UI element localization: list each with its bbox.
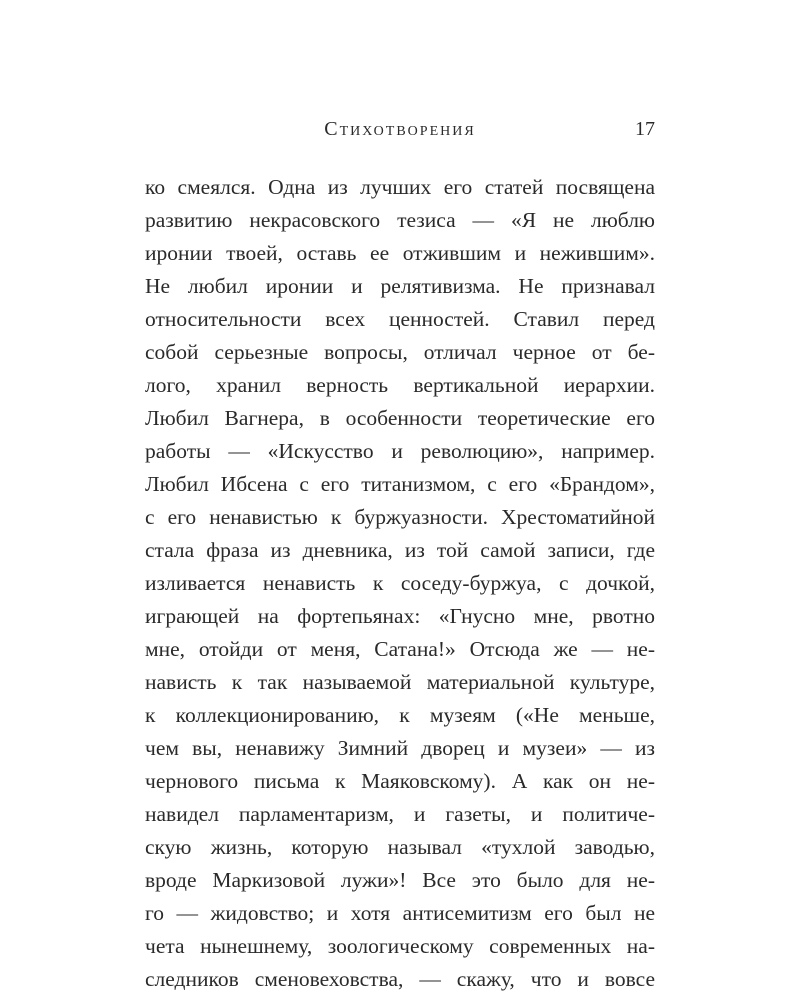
text-line: нависть к так называемой материальной культуре, [145, 670, 655, 694]
running-head [145, 118, 655, 144]
text-line: го — жидовство; и хотя антисемитизм его был не [145, 901, 655, 925]
text-line: ко смеялся. Одна из лучших его статей посвящена [145, 175, 655, 199]
text-line: к коллекционированию, к музеям («Не меньше, [145, 703, 655, 727]
text-line: чем вы, ненавижу Зимний дворец и музеи» — из [145, 736, 655, 760]
text-line: чета нынешнему, зоологическому современных на- [145, 934, 655, 958]
text-line: относительности всех ценностей. Ставил перед [145, 307, 655, 331]
text-line: Не любил иронии и релятивизма. Не признавал [145, 274, 655, 298]
text-line: собой серьезные вопросы, отличал черное от бе- [145, 340, 655, 364]
text-line: иронии твоей, оставь ее отжившим и нежившим». [145, 241, 655, 265]
text-line: вроде Маркизовой лужи»! Все это было для не- [145, 868, 655, 892]
running-title: Стихотворения [324, 118, 476, 140]
text-line: Любил Вагнера, в особенности теоретические его [145, 406, 655, 430]
text-line: играющей на фортепьянах: «Гнусно мне, рвотно [145, 604, 655, 628]
text-line: чернового письма к Маяковскому). А как он не- [145, 769, 655, 793]
text-line: навидел парламентаризм, и газеты, и политиче- [145, 802, 655, 826]
text-line: скую жизнь, которую называл «тухлой заводью, [145, 835, 655, 859]
body-text [145, 171, 655, 996]
text-line: Любил Ибсена с его титанизмом, с его «Брандом», [145, 472, 655, 496]
text-line: развитию некрасовского тезиса — «Я не люблю [145, 208, 655, 232]
page-number: 17 [635, 118, 655, 140]
text-line: с его ненавистью к буржуазности. Хрестоматийной [145, 505, 655, 529]
text-line: изливается ненависть к соседу-буржуа, с дочкой, [145, 571, 655, 595]
text-line: мне, отойди от меня, Сатана!» Отсюда же — не- [145, 637, 655, 661]
text-line: стала фраза из дневника, из той самой записи, где [145, 538, 655, 562]
text-line: лого, хранил верность вертикальной иерархии. [145, 373, 655, 397]
text-line: работы — «Искусство и революцию», например. [145, 439, 655, 463]
text-line: следников сменовеховства, — скажу, что и вовсе [145, 967, 655, 991]
